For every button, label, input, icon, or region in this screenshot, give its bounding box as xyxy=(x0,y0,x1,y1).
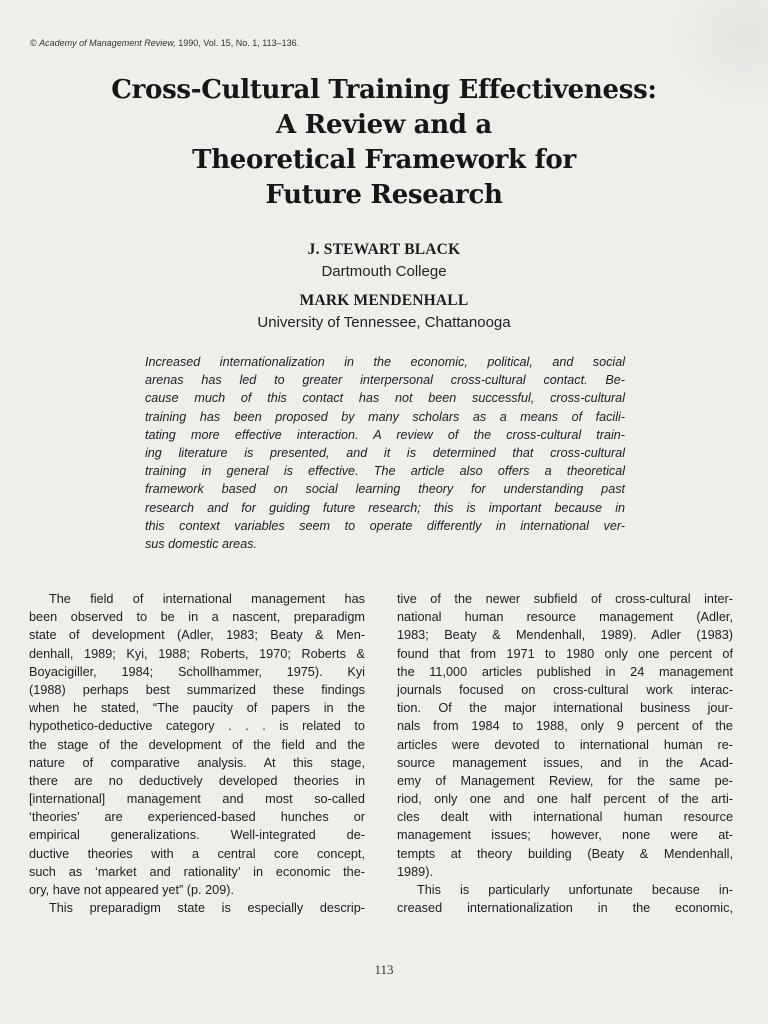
abstract-line: framework based on social learning theory for understanding past xyxy=(145,482,625,497)
body-line: tempts at theory building (Beaty & Mendenhall, xyxy=(397,846,733,861)
abstract-line: tating more effective interaction. A review of the cross-cultural train- xyxy=(145,427,625,442)
body-line: creased internationalization in the economic, xyxy=(397,901,733,916)
body-line: source management issues, and in the Acad- xyxy=(397,755,733,770)
body-line: This preparadigm state is especially descrip- xyxy=(49,901,365,916)
body-line: hypothetico-deductive category . . . is related to xyxy=(29,719,365,734)
body-line: tion. Of the major international business jour- xyxy=(397,701,733,716)
body-line: such as ‘market and rationality’ in economic the- xyxy=(29,864,365,879)
body-line: empirical generalizations. Well-integrated de- xyxy=(29,828,365,843)
body-line: [international] management and most so-called xyxy=(29,792,365,807)
abstract-line: cause much of this contact has not been successful, cross-cultural xyxy=(145,391,625,406)
body-line: management issues; however, none were at- xyxy=(397,828,733,843)
body-line: denhall, 1989; Kyi, 1988; Roberts, 1970; Roberts & xyxy=(29,646,365,661)
body-line: (1988) perhaps best summarized these findings xyxy=(29,682,365,697)
article-title xyxy=(60,73,708,213)
body-line: when he stated, “The paucity of papers in the xyxy=(29,701,365,716)
title-line: Theoretical Framework for xyxy=(192,145,576,175)
copyright-symbol: © xyxy=(30,38,37,48)
body-column-right xyxy=(397,590,733,917)
body-line: Boyacigiller, 1984; Schollhammer, 1975). Kyi xyxy=(29,664,365,679)
body-column-left xyxy=(29,590,365,917)
citation-line xyxy=(30,38,299,48)
body-line: articles were devoted to international human re- xyxy=(397,737,733,752)
body-line: nals from 1984 to 1988, only 9 percent of the xyxy=(397,719,733,734)
abstract-line: training in general is effective. The article also offers a theoretical xyxy=(145,464,625,479)
author-2-name: MARK MENDENHALL xyxy=(299,292,469,309)
title-line: Cross-Cultural Training Effectiveness: xyxy=(111,75,657,105)
abstract-line: this context variables seem to operate differently in international ver- xyxy=(145,518,625,533)
body-line: This is particularly unfortunate because in- xyxy=(417,883,733,897)
abstract-line: ing literature is presented, and it is determined that cross-cultural xyxy=(145,445,625,460)
body-line: the 11,000 articles published in 24 management xyxy=(397,664,733,679)
body-line: 1983; Beaty & Mendenhall, 1989). Adler (1983) xyxy=(397,628,733,643)
body-line: nature of comparative analysis. At this stage, xyxy=(29,755,365,770)
body-line: tive of the newer subfield of cross-cultural inter- xyxy=(397,592,733,606)
body-line: riod, only one and one half percent of the arti- xyxy=(397,792,733,807)
body-line: journals focused on cross-cultural work interac- xyxy=(397,682,733,697)
body-line: there are no deductively developed theories in xyxy=(29,773,365,788)
author-1-name: J. STEWART BLACK xyxy=(307,241,461,258)
body-line: emy of Management Review, for the same pe- xyxy=(397,773,733,788)
author-1-affiliation: Dartmouth College xyxy=(321,263,447,280)
abstract-line: Increased internationalization in the economic, political, and social xyxy=(145,355,625,369)
title-line: A Review and a xyxy=(276,110,492,140)
body-line: ‘theories’ are experienced-based hunches or xyxy=(29,810,365,825)
abstract-line: arenas has led to greater interpersonal cross-cultural contact. Be- xyxy=(145,373,625,388)
body-line: The field of international management has xyxy=(49,592,365,606)
abstract-line: training has been proposed by many scholars as a means of facili- xyxy=(145,409,625,424)
body-line: cles dealt with international human resource xyxy=(397,810,733,825)
body-line: 1989). xyxy=(397,864,433,879)
body-line: state of development (Adler, 1983; Beaty & Men- xyxy=(29,628,365,643)
page-number: 113 xyxy=(374,962,394,977)
body-line: national human resource management (Adler, xyxy=(397,610,733,625)
title-line: Future Research xyxy=(265,180,503,210)
abstract xyxy=(145,353,625,553)
body-line: ductive theories with a central core concept, xyxy=(29,846,365,861)
abstract-line: sus domestic areas. xyxy=(145,536,257,551)
body-line: ory, have not appeared yet” (p. 209). xyxy=(29,883,235,897)
author-2-affiliation: University of Tennessee, Chattanooga xyxy=(257,314,511,331)
citation-journal: Academy of Management Review, xyxy=(39,38,176,48)
body-line: found that from 1971 to 1980 only one percent of xyxy=(397,646,733,661)
body-line: been observed to be in a nascent, preparadigm xyxy=(29,610,365,625)
abstract-line: research and for guiding future research; this is important because in xyxy=(145,500,625,515)
citation-details: 1990, Vol. 15, No. 1, 113–136. xyxy=(175,38,300,48)
body-line: the stage of the development of the field and the xyxy=(29,737,365,752)
